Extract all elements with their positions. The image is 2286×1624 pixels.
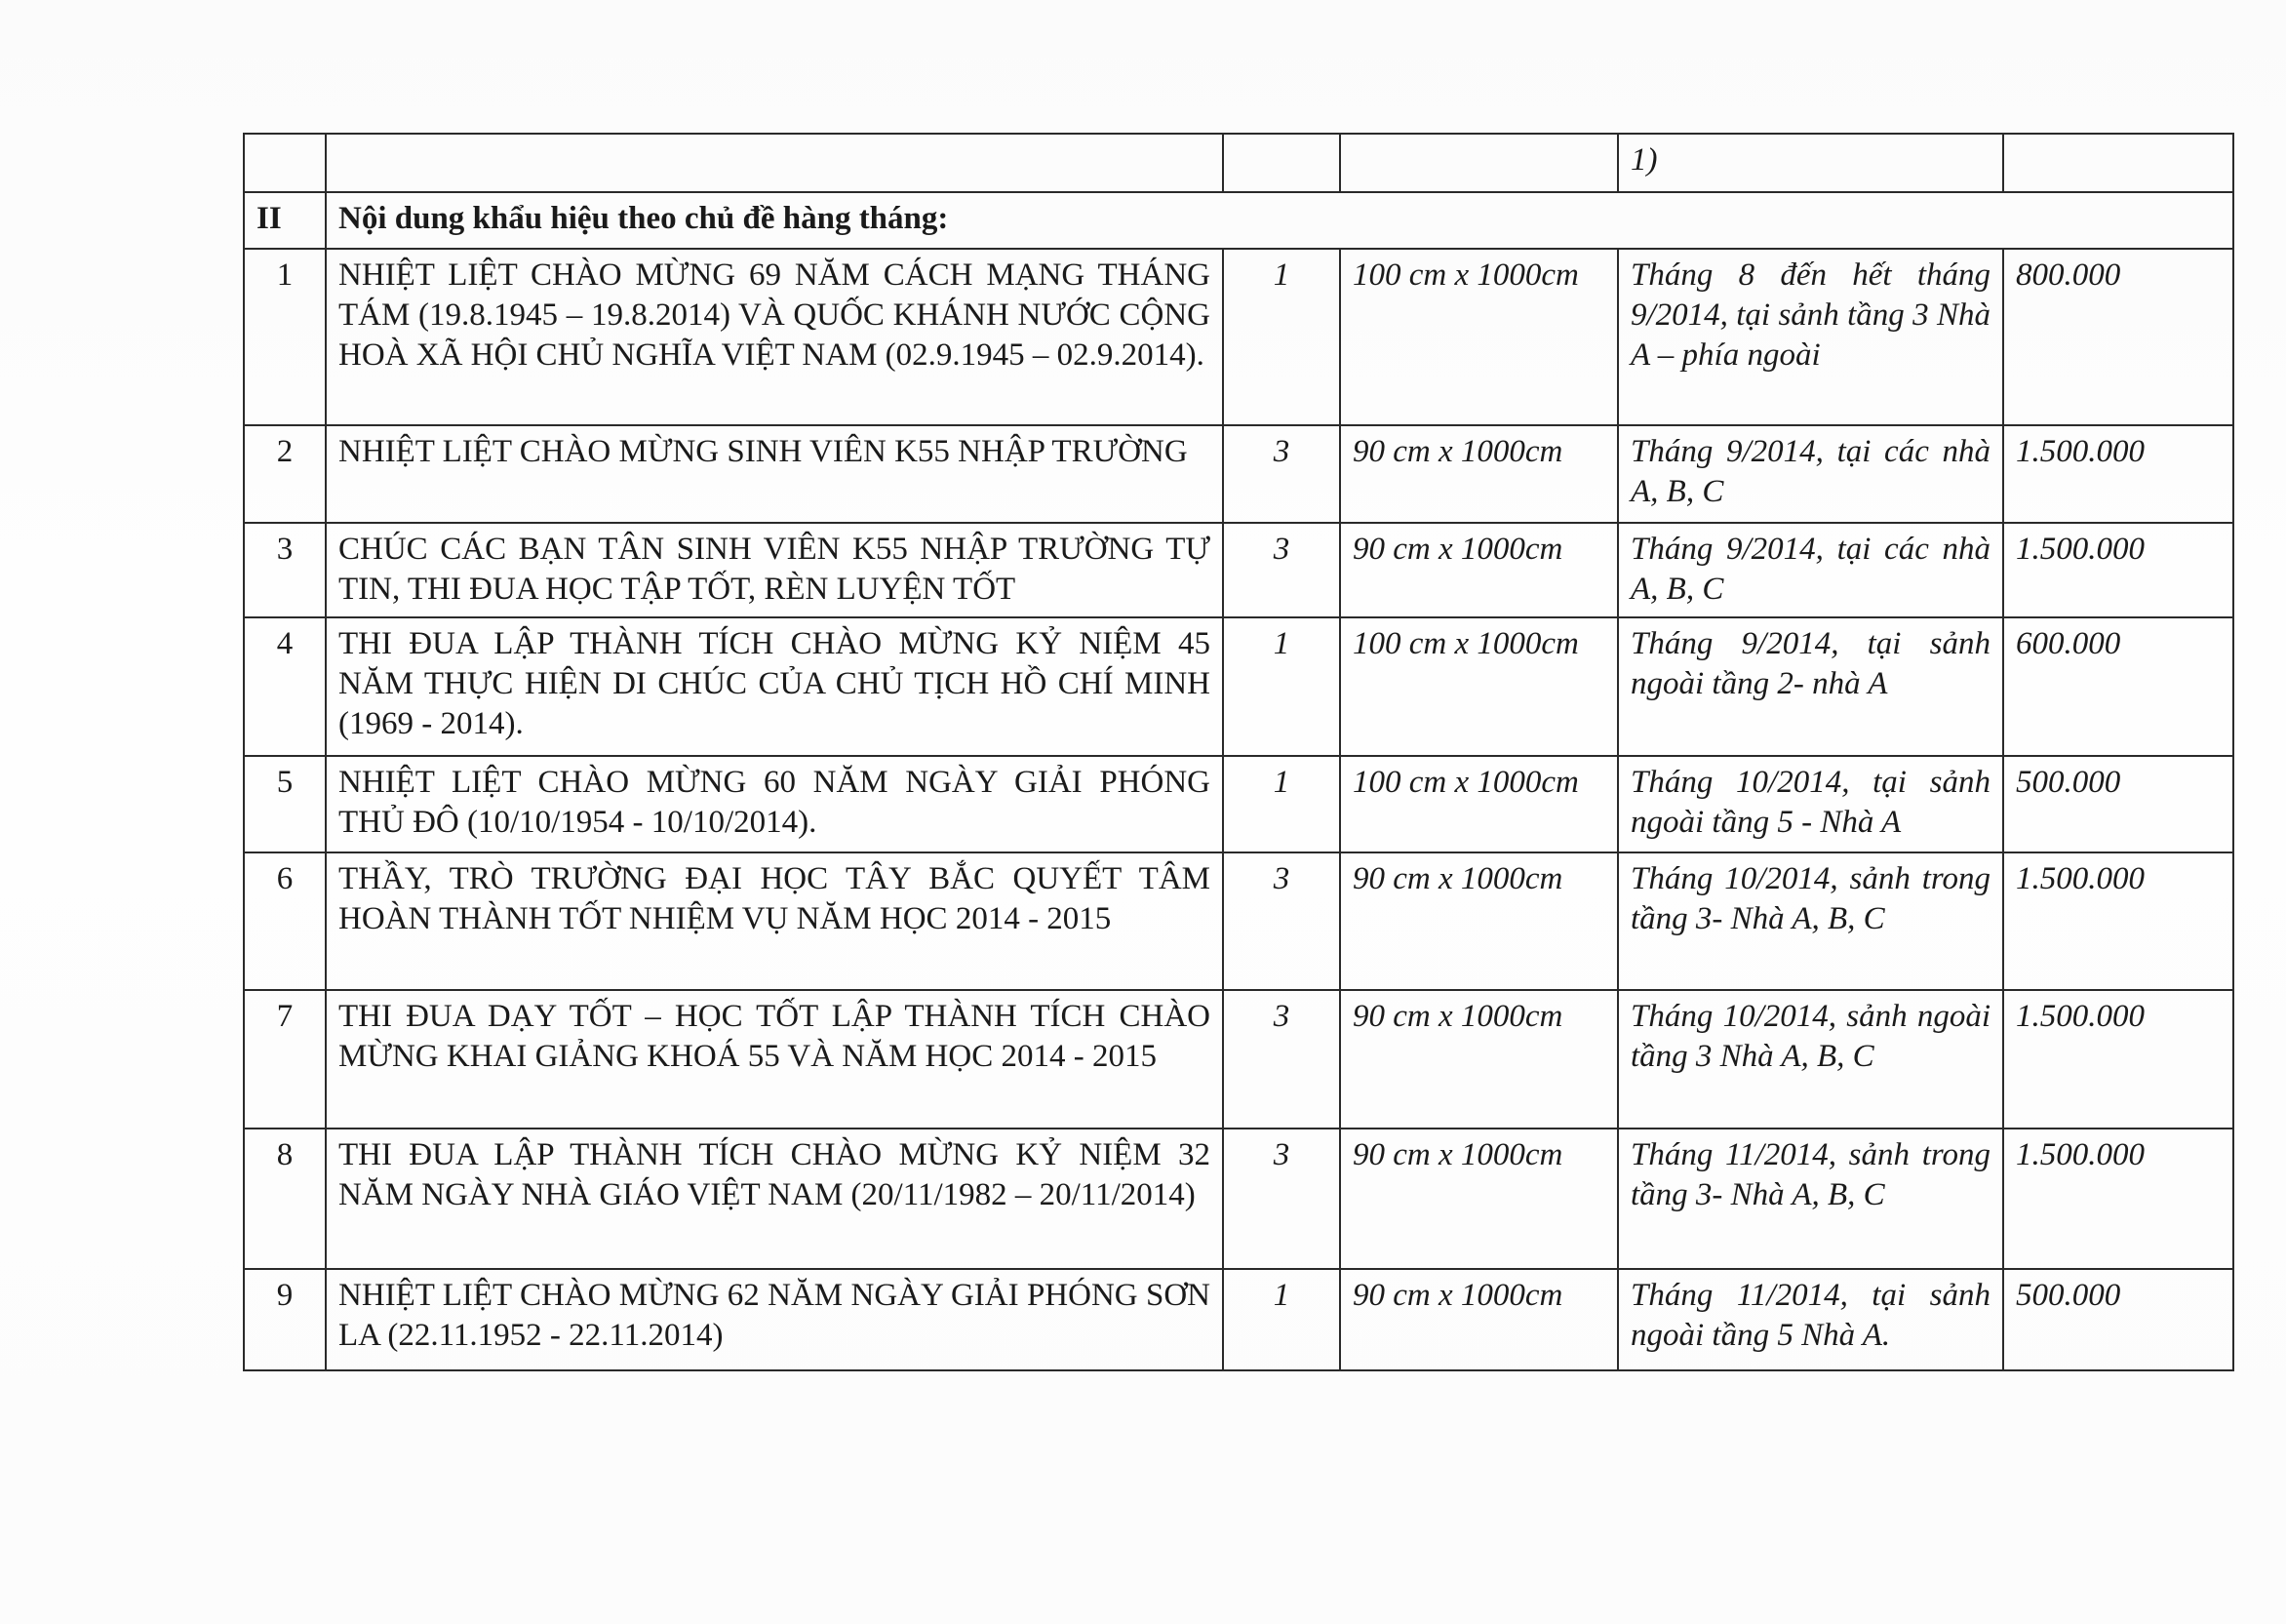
cost: 1.500.000 — [2003, 523, 2233, 617]
banner-size: 90 cm x 1000cm — [1340, 1269, 1618, 1370]
table-row — [244, 523, 2233, 617]
slogan-content: THI ĐUA DẠY TỐT – HỌC TỐT LẬP THÀNH TÍCH CHÀO MỪNG KHAI GIẢNG KHOÁ 55 VÀ NĂM HỌC 2014 - 2015 — [326, 990, 1223, 1129]
table-row — [244, 1129, 2233, 1269]
slogan-content: NHIỆT LIỆT CHÀO MỪNG 60 NĂM NGÀY GIẢI PHÓNG THỦ ĐÔ (10/10/1954 - 10/10/2014). — [326, 756, 1223, 852]
row-number: 3 — [244, 523, 326, 617]
cost: 800.000 — [2003, 249, 2233, 425]
table-row — [244, 1269, 2233, 1370]
quantity: 1 — [1223, 249, 1340, 425]
table-row-continuation — [244, 134, 2233, 192]
cell-empty — [2003, 134, 2233, 192]
time-place: Tháng 10/2014, tại sảnh ngoài tầng 5 - Nhà A — [1618, 756, 2003, 852]
slogan-content: CHÚC CÁC BẠN TÂN SINH VIÊN K55 NHẬP TRƯỜNG TỰ TIN, THI ĐUA HỌC TẬP TỐT, RÈN LUYỆN TỐT — [326, 523, 1223, 617]
table-row — [244, 852, 2233, 990]
quantity: 3 — [1223, 523, 1340, 617]
section-title: Nội dung khẩu hiệu theo chủ đề hàng tháng: — [326, 192, 2233, 249]
slogan-content: THI ĐUA LẬP THÀNH TÍCH CHÀO MỪNG KỶ NIỆM 45 NĂM THỰC HIỆN DI CHÚC CỦA CHỦ TỊCH HỒ CHÍ MINH (1969 - 2014). — [326, 617, 1223, 756]
time-place: Tháng 10/2014, sảnh trong tầng 3- Nhà A, B, C — [1618, 852, 2003, 990]
slogan-content: NHIỆT LIỆT CHÀO MỪNG 69 NĂM CÁCH MẠNG THÁNG TÁM (19.8.1945 – 19.8.2014) VÀ QUỐC KHÁNH NƯỚC CỘNG HOÀ XÃ HỘI CHỦ NGHĨA VIỆT NAM (02.9.1945 – 02.9.2014). — [326, 249, 1223, 425]
section-number: II — [244, 192, 326, 249]
cell-empty — [326, 134, 1223, 192]
section-header-row — [244, 192, 2233, 249]
time-place: Tháng 10/2014, sảnh ngoài tầng 3 Nhà A, B, C — [1618, 990, 2003, 1129]
table-row — [244, 990, 2233, 1129]
time-place: Tháng 8 đến hết tháng 9/2014, tại sảnh tầng 3 Nhà A – phía ngoài — [1618, 249, 2003, 425]
quantity: 1 — [1223, 617, 1340, 756]
cost: 500.000 — [2003, 756, 2233, 852]
banner-size: 100 cm x 1000cm — [1340, 756, 1618, 852]
banner-size: 90 cm x 1000cm — [1340, 990, 1618, 1129]
banner-size: 100 cm x 1000cm — [1340, 617, 1618, 756]
cell-time-place-fragment: 1) — [1618, 134, 2003, 192]
table-row — [244, 756, 2233, 852]
slogan-table — [243, 133, 2234, 1371]
quantity: 3 — [1223, 990, 1340, 1129]
banner-size: 90 cm x 1000cm — [1340, 425, 1618, 523]
row-number: 4 — [244, 617, 326, 756]
slogan-content: THI ĐUA LẬP THÀNH TÍCH CHÀO MỪNG KỶ NIỆM 32 NĂM NGÀY NHÀ GIÁO VIỆT NAM (20/11/1982 – 20/11/2014) — [326, 1129, 1223, 1269]
quantity: 3 — [1223, 1129, 1340, 1269]
row-number: 5 — [244, 756, 326, 852]
table-row — [244, 249, 2233, 425]
cost: 1.500.000 — [2003, 852, 2233, 990]
banner-size: 90 cm x 1000cm — [1340, 1129, 1618, 1269]
banner-size: 90 cm x 1000cm — [1340, 852, 1618, 990]
row-number: 9 — [244, 1269, 326, 1370]
time-place: Tháng 11/2014, sảnh trong tầng 3- Nhà A, B, C — [1618, 1129, 2003, 1269]
quantity: 1 — [1223, 756, 1340, 852]
table-row — [244, 425, 2233, 523]
cost: 500.000 — [2003, 1269, 2233, 1370]
table-row — [244, 617, 2233, 756]
cell-empty — [1340, 134, 1618, 192]
slogan-content: NHIỆT LIỆT CHÀO MỪNG SINH VIÊN K55 NHẬP TRƯỜNG — [326, 425, 1223, 523]
time-place: Tháng 9/2014, tại sảnh ngoài tầng 2- nhà A — [1618, 617, 2003, 756]
row-number: 1 — [244, 249, 326, 425]
row-number: 6 — [244, 852, 326, 990]
cost: 1.500.000 — [2003, 1129, 2233, 1269]
row-number: 7 — [244, 990, 326, 1129]
banner-size: 90 cm x 1000cm — [1340, 523, 1618, 617]
row-number: 2 — [244, 425, 326, 523]
cost: 600.000 — [2003, 617, 2233, 756]
row-number: 8 — [244, 1129, 326, 1269]
time-place: Tháng 9/2014, tại các nhà A, B, C — [1618, 425, 2003, 523]
time-place: Tháng 9/2014, tại các nhà A, B, C — [1618, 523, 2003, 617]
cost: 1.500.000 — [2003, 990, 2233, 1129]
banner-size: 100 cm x 1000cm — [1340, 249, 1618, 425]
cost: 1.500.000 — [2003, 425, 2233, 523]
cell-empty — [1223, 134, 1340, 192]
slogan-content: NHIỆT LIỆT CHÀO MỪNG 62 NĂM NGÀY GIẢI PHÓNG SƠN LA (22.11.1952 - 22.11.2014) — [326, 1269, 1223, 1370]
slogan-content: THẦY, TRÒ TRƯỜNG ĐẠI HỌC TÂY BẮC QUYẾT TÂM HOÀN THÀNH TỐT NHIỆM VỤ NĂM HỌC 2014 - 2015 — [326, 852, 1223, 990]
quantity: 3 — [1223, 852, 1340, 990]
cell-empty — [244, 134, 326, 192]
quantity: 3 — [1223, 425, 1340, 523]
quantity: 1 — [1223, 1269, 1340, 1370]
time-place: Tháng 11/2014, tại sảnh ngoài tầng 5 Nhà A. — [1618, 1269, 2003, 1370]
